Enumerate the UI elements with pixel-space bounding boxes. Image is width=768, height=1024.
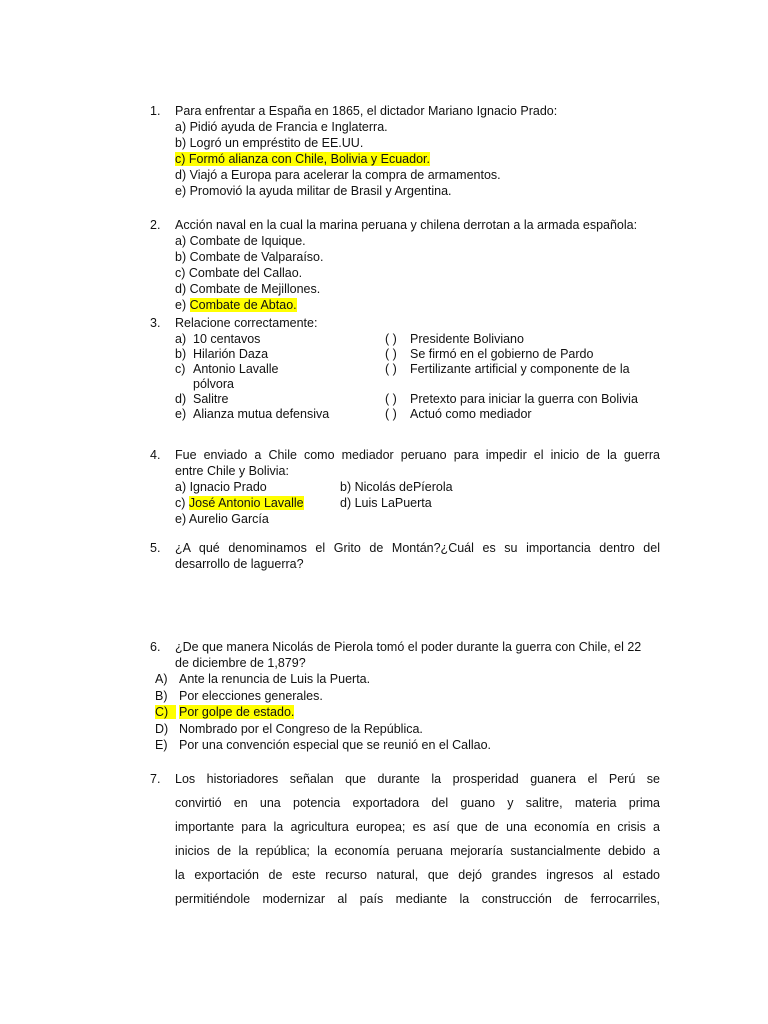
highlighted-answer: c) Formó alianza con Chile, Bolivia y Ecuador. — [175, 152, 430, 166]
row-left-text: 10 centavos — [193, 332, 261, 346]
option-d — [155, 722, 660, 739]
option-b — [155, 689, 660, 706]
matching-row — [175, 346, 660, 361]
paragraph-line: importante para la agricultura europea; es así que de una economía en crisis a — [175, 820, 660, 834]
options-row — [175, 511, 660, 527]
paragraph-line: permitiéndole modernizar al país mediante la construcción de ferrocarriles, — [175, 892, 660, 906]
row-left-text: Antonio Lavalle — [193, 362, 279, 376]
option-e: e) Promovió la ayuda militar de Brasil y Argentina. — [175, 184, 452, 198]
option-a: a) Pidió ayuda de Francia e Inglaterra. — [175, 120, 388, 134]
question-number: 2. — [150, 218, 161, 232]
paragraph-line: la exportación de este recurso natural, que dejó grandes ingresos al estado — [175, 868, 660, 882]
matching-row — [175, 391, 660, 406]
question-1 — [150, 103, 660, 199]
question-3 — [150, 315, 660, 421]
option-letter: A) — [155, 672, 168, 686]
option-e-highlighted — [175, 297, 660, 313]
row-right-text: Pretexto para iniciar la guerra con Bolivia — [410, 392, 638, 406]
question-2 — [150, 217, 660, 313]
paragraph-line: inicios de la república; la economía peruana mejoraría sustancialmente debido a — [175, 844, 660, 858]
matching-row — [175, 406, 660, 421]
row-left-text: Salitre — [193, 392, 229, 406]
highlighted-answer: Por golpe de estado. — [179, 705, 295, 719]
question-number: 1. — [150, 104, 161, 118]
option-d: d) Luis LaPuerta — [340, 496, 432, 510]
option-e — [155, 738, 660, 755]
option-a — [155, 672, 660, 689]
option-text: Por una convención especial que se reunió en el Callao. — [179, 738, 492, 752]
option-d: d) Viajó a Europa para acelerar la compra de armamentos. — [175, 168, 501, 182]
answer-blank: ( ) — [385, 362, 397, 376]
option-text: Ante la renuncia de Luis la Puerta. — [179, 672, 371, 686]
row-letter: e) — [175, 407, 187, 421]
matching-row — [175, 331, 660, 346]
question-5 — [150, 540, 660, 572]
option-c-highlighted — [175, 495, 304, 511]
row-letter: c) — [175, 362, 186, 376]
matching-row — [175, 361, 660, 376]
highlighted-answer: José Antonio Lavalle — [188, 496, 304, 510]
question-text: Para enfrentar a España en 1865, el dictador Mariano Ignacio Prado: — [175, 104, 558, 118]
question-number: 7. — [150, 772, 161, 786]
question-text: ¿A qué denominamos el Grito de Montán?¿Cuál es su importancia dentro del — [175, 541, 660, 555]
question-number: 6. — [150, 640, 161, 654]
question-text: Fue enviado a Chile como mediador peruano para impedir el inicio de la guerra — [175, 448, 660, 462]
question-6-options — [155, 672, 660, 755]
row-right-text: Fertilizante artificial y componente de la — [410, 362, 630, 376]
option-letter: C) — [155, 705, 176, 719]
highlighted-answer: Combate de Abtao. — [189, 298, 297, 312]
option-b: b) Combate de Valparaíso. — [175, 250, 324, 264]
option-c: c) Combate del Callao. — [175, 266, 303, 280]
question-text: ¿De que manera Nicolás de Pierola tomó el poder durante la guerra con Chile, el 22 — [175, 640, 642, 654]
question-number: 4. — [150, 448, 161, 462]
row-letter: b) — [175, 347, 187, 361]
option-letter: B) — [155, 688, 168, 703]
option-c-highlighted — [155, 705, 660, 722]
matching-row-continued — [175, 376, 660, 391]
question-text: Relacione correctamente: — [175, 316, 318, 330]
row-letter: a) — [175, 332, 187, 346]
option-c-highlighted — [175, 151, 660, 167]
answer-blank: ( ) — [385, 392, 397, 406]
option-text: Nombrado por el Congreso de la República. — [179, 721, 423, 736]
question-text: Acción naval en la cual la marina peruana y chilena derrotan a la armada española: — [175, 218, 638, 232]
option-d: d) Combate de Mejillones. — [175, 282, 321, 296]
question-text-continued: de diciembre de 1,879? — [175, 656, 306, 670]
row-letter: d) — [175, 392, 187, 406]
row-left-text: Alianza mutua defensiva — [193, 407, 330, 421]
paragraph-line: Los historiadores señalan que durante la prosperidad guanera el Perú se — [175, 772, 660, 786]
option-e: e) Aurelio García — [175, 512, 269, 526]
row-right-text: Actuó como mediador — [410, 407, 532, 421]
question-4 — [150, 447, 660, 527]
answer-blank: ( ) — [385, 332, 397, 346]
option-a: a) Combate de Iquique. — [175, 234, 306, 248]
option-b: b) Nicolás dePíerola — [340, 480, 453, 494]
option-letter: e) — [175, 298, 190, 312]
question-7 — [150, 767, 660, 911]
options-row — [175, 479, 660, 495]
row-right-text: Presidente Boliviano — [410, 332, 524, 346]
question-number: 5. — [150, 541, 161, 555]
option-b: b) Logró un empréstito de EE.UU. — [175, 136, 364, 150]
option-a: a) Ignacio Prado — [175, 480, 267, 494]
row-left-text: Hilarión Daza — [193, 347, 269, 361]
row-right-text: Se firmó en el gobierno de Pardo — [410, 347, 594, 361]
question-text-continued: desarrollo de laguerra? — [175, 557, 304, 571]
option-text: Por elecciones generales. — [179, 688, 323, 703]
answer-blank: ( ) — [385, 347, 397, 361]
option-letter: D) — [155, 721, 169, 736]
paragraph-line: convirtió en una potencia exportadora del guano y salitre, materia prima — [175, 796, 660, 810]
option-letter: E) — [155, 738, 168, 752]
options-row — [175, 495, 660, 511]
row-left-text: pólvora — [193, 377, 234, 391]
option-letter: c) — [175, 496, 186, 510]
question-number: 3. — [150, 316, 161, 330]
answer-blank: ( ) — [385, 407, 397, 421]
question-text-continued: entre Chile y Bolivia: — [175, 464, 289, 478]
question-6 — [150, 639, 660, 671]
